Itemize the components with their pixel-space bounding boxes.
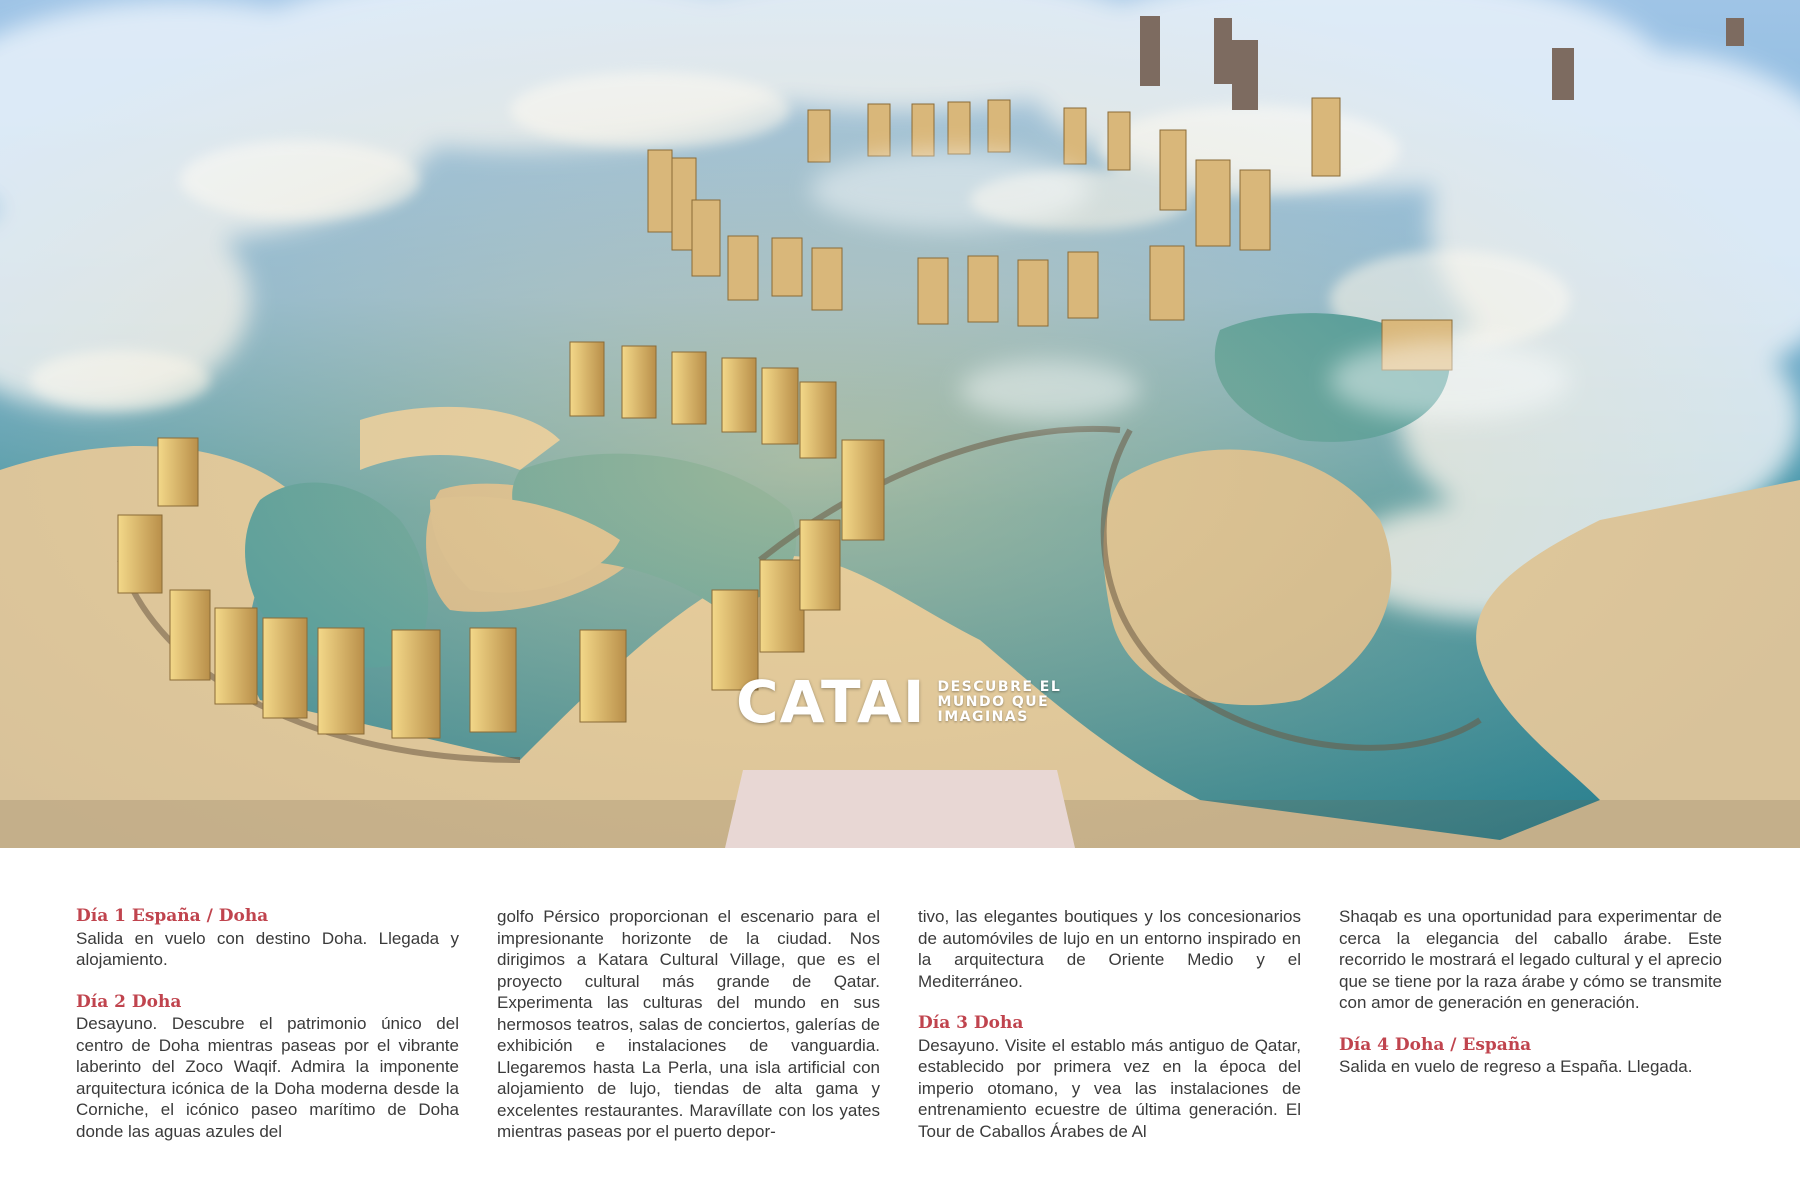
text-column-4 — [1339, 906, 1722, 1156]
day-title: Día 2 Doha — [76, 991, 182, 1012]
day-description: Desayuno. Descubre el patrimonio único del centro de Doha mientras paseas por el vibrante laberinto del Zoco Waqif. Admira la imponente arquitectura icónica de la Doha moderna desde la Corniche, el icónico paseo marítimo de Doha donde las aguas azules del — [76, 1014, 459, 1141]
text-column-2 — [497, 906, 880, 1156]
itinerary — [76, 906, 1726, 1156]
day-description: Desayuno. Visite el establo más antiguo de Qatar, establecido por primera vez en la época del imperio otomano, y vea las instalaciones de entrenamiento ecuestre de última generación. El Tour de Caballos Árabes de Al — [918, 1035, 1301, 1141]
day-title: Día 3 Doha — [918, 1013, 1024, 1033]
day-title: Día 4 Doha / España — [1339, 1034, 1532, 1055]
day-description-continued: Shaqab es una oportunidad para experimentar de cerca la elegancia del caballo árabe. Este recorrido le mostrará el legado cultural y el aprecio que se tiene por la raza árabe y cómo se transmite con amor de generación en generación. — [1339, 907, 1722, 1012]
brand-tagline-line: MUNDO QUE — [937, 693, 1050, 710]
day-title: Día 1 España / Doha — [76, 906, 269, 926]
day-description: Salida en vuelo con destino Doha. Llegada y alojamiento. — [76, 928, 459, 969]
text-column-3 — [918, 906, 1301, 1156]
day-3-continued-block — [1339, 906, 1722, 1014]
day-1-block — [76, 906, 459, 971]
day-2-continued-block — [918, 906, 1301, 992]
day-4-block — [1339, 1035, 1722, 1078]
brand-tagline — [937, 680, 1061, 725]
brand-logo — [736, 668, 1062, 736]
text-column-1 — [76, 906, 459, 1156]
day-2-block — [76, 992, 459, 1143]
day-description-continued: golfo Pérsico proporcionan el escenario para el impresionante horizonte de la ciudad. Nos dirigimos a Katara Cultural Village, que es el proyecto cultural más grande de Qatar. Experimenta las culturas del mundo en sus hermosos teatros, salas de conciertos, galerías de exhibición e instalaciones de vanguardia. Llegaremos hasta La Perla, una isla artificial con alojamiento de lujo, tiendas de alta gama y excelentes restaurantes. Maravíllate con los yates mientras paseas por el puerto depor- — [497, 907, 880, 1141]
brand-name: CATAI — [736, 668, 926, 736]
brand-tagline-line: DESCUBRE EL — [937, 678, 1062, 695]
decorative-tab — [725, 770, 1075, 848]
day-description: Salida en vuelo de regreso a España. Llegada. — [1339, 1057, 1693, 1076]
day-description-continued: tivo, las elegantes boutiques y los concesionarios de automóviles de lujo en un entorno inspirado en la arquitectura de Oriente Medio y el Mediterráneo. — [918, 907, 1301, 991]
brand-tagline-line: IMAGINAS — [937, 708, 1029, 725]
day-3-block — [918, 1013, 1301, 1142]
